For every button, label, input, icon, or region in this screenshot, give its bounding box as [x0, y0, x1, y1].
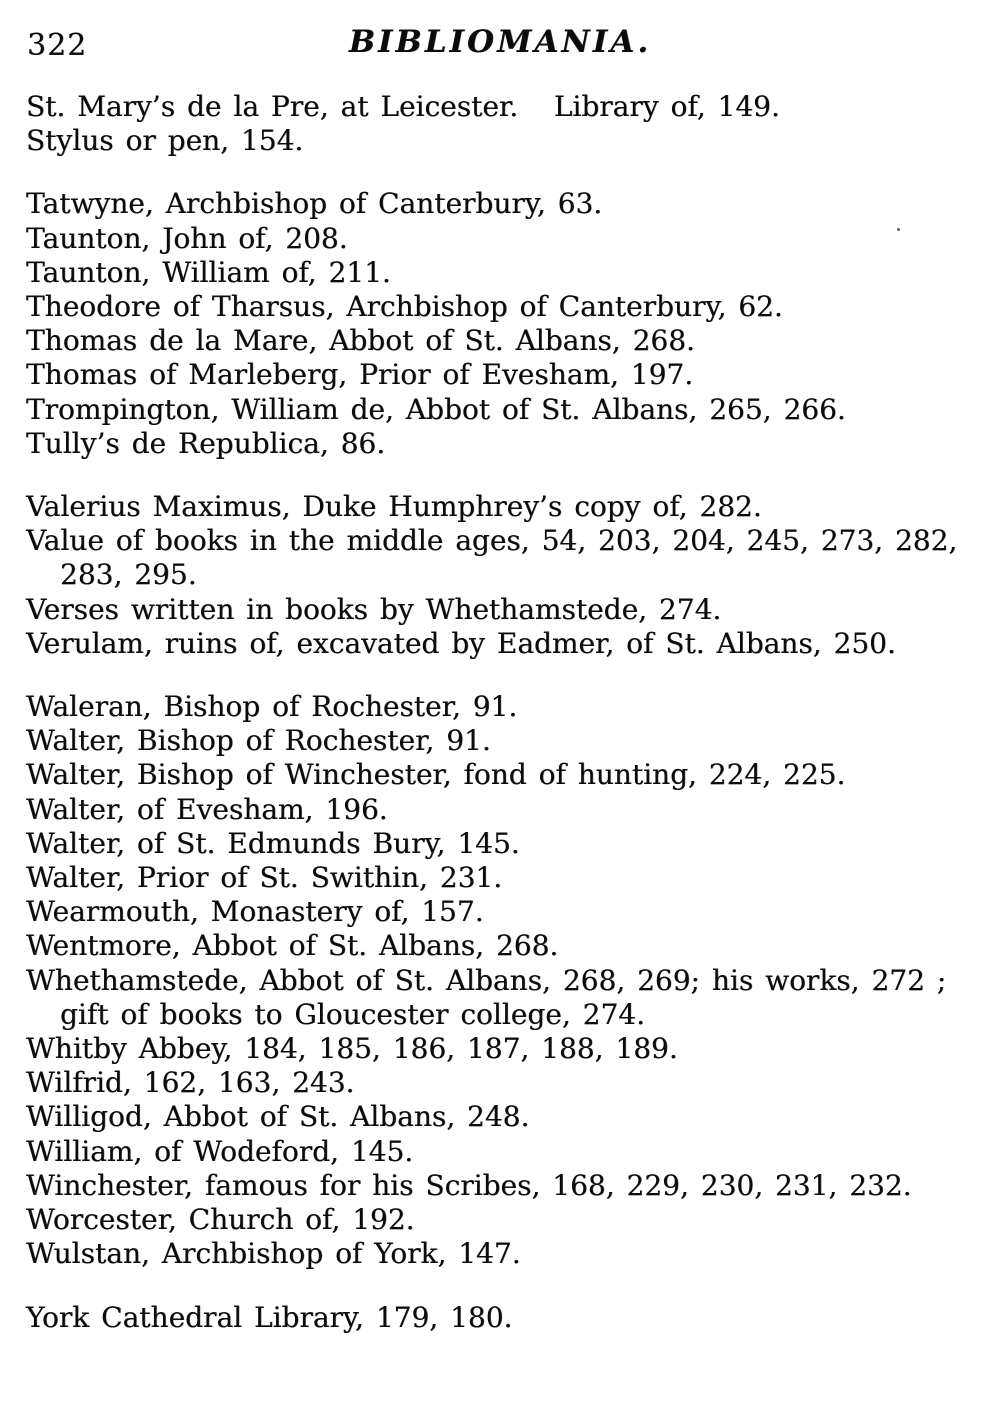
index-entry: Whethamstede, Abbot of St. Albans, 268, 269; his works, 272 ; gift of books to Gloucester college, 274.	[26, 963, 947, 1031]
index-entry: Walter, of St. Edmunds Bury, 145.	[26, 826, 520, 860]
index-entry: Wilfrid, 162, 163, 243.	[26, 1066, 355, 1100]
index-entry: Wulstan, Archbishop of York, 147.	[26, 1237, 521, 1271]
index-entry: Winchester, famous for his Scribes, 168, 229, 230, 231, 232.	[26, 1168, 912, 1202]
index-entry: Verses written in books by Whethamstede, 274.	[26, 592, 722, 626]
index-entry: Thomas de la Mare, Abbot of St. Albans, 268.	[26, 324, 695, 358]
index-entry: Wentmore, Abbot of St. Albans, 268.	[26, 929, 559, 963]
index-entry: St. Mary’s de la Pre, at Leicester. Library of, 149.	[26, 90, 780, 123]
index-entry: Stylus or pen, 154.	[26, 124, 304, 158]
index-entry: Willigod, Abbot of St. Albans, 248.	[26, 1100, 530, 1134]
index-entry: Theodore of Tharsus, Archbishop of Canterbury, 62.	[26, 290, 783, 324]
index-group	[26, 187, 970, 461]
index-group	[26, 490, 970, 661]
index-entries	[26, 90, 970, 1335]
index-entry: Worcester, Church of, 192.	[26, 1203, 415, 1237]
index-group	[26, 1301, 970, 1335]
index-entry: Tully’s de Republica, 86.	[26, 426, 386, 460]
index-entry: William, of Wodeford, 145.	[26, 1134, 414, 1168]
index-entry: Thomas of Marleberg, Prior of Evesham, 197.	[26, 358, 694, 392]
running-title: BIBLIOMANIA.	[348, 24, 652, 60]
index-entry: Taunton, John of, 208.	[26, 221, 348, 255]
page-number: 322	[27, 28, 88, 63]
page-header	[0, 24, 1000, 64]
index-entry: Walter, of Evesham, 196.	[26, 792, 388, 826]
index-entry: Whitby Abbey, 184, 185, 186, 187, 188, 189.	[26, 1032, 678, 1066]
index-entry: Wearmouth, Monastery of, 157.	[26, 895, 484, 929]
index-entry: York Cathedral Library, 179, 180.	[26, 1300, 513, 1334]
index-entry: Tatwyne, Archbishop of Canterbury, 63.	[26, 187, 603, 221]
index-entry: Taunton, William of, 211.	[26, 255, 391, 289]
index-entry: Verulam, ruins of, excavated by Eadmer, of St. Albans, 250.	[26, 626, 896, 660]
index-group	[26, 90, 970, 158]
index-entry: Walter, Prior of St. Swithin, 231.	[26, 861, 503, 895]
index-entry: Walter, Bishop of Winchester, fond of hunting, 224, 225.	[26, 758, 846, 792]
index-group	[26, 690, 970, 1271]
index-entry: Walter, Bishop of Rochester, 91.	[26, 724, 491, 758]
index-entry: Trompington, William de, Abbot of St. Albans, 265, 266.	[26, 392, 846, 426]
index-entry: Valerius Maximus, Duke Humphrey’s copy of, 282.	[26, 490, 762, 524]
index-entry: Value of books in the middle ages, 54, 203, 204, 245, 273, 282, 283, 295.	[26, 524, 958, 592]
index-entry: Waleran, Bishop of Rochester, 91.	[26, 690, 518, 724]
scan-speck	[897, 228, 900, 231]
